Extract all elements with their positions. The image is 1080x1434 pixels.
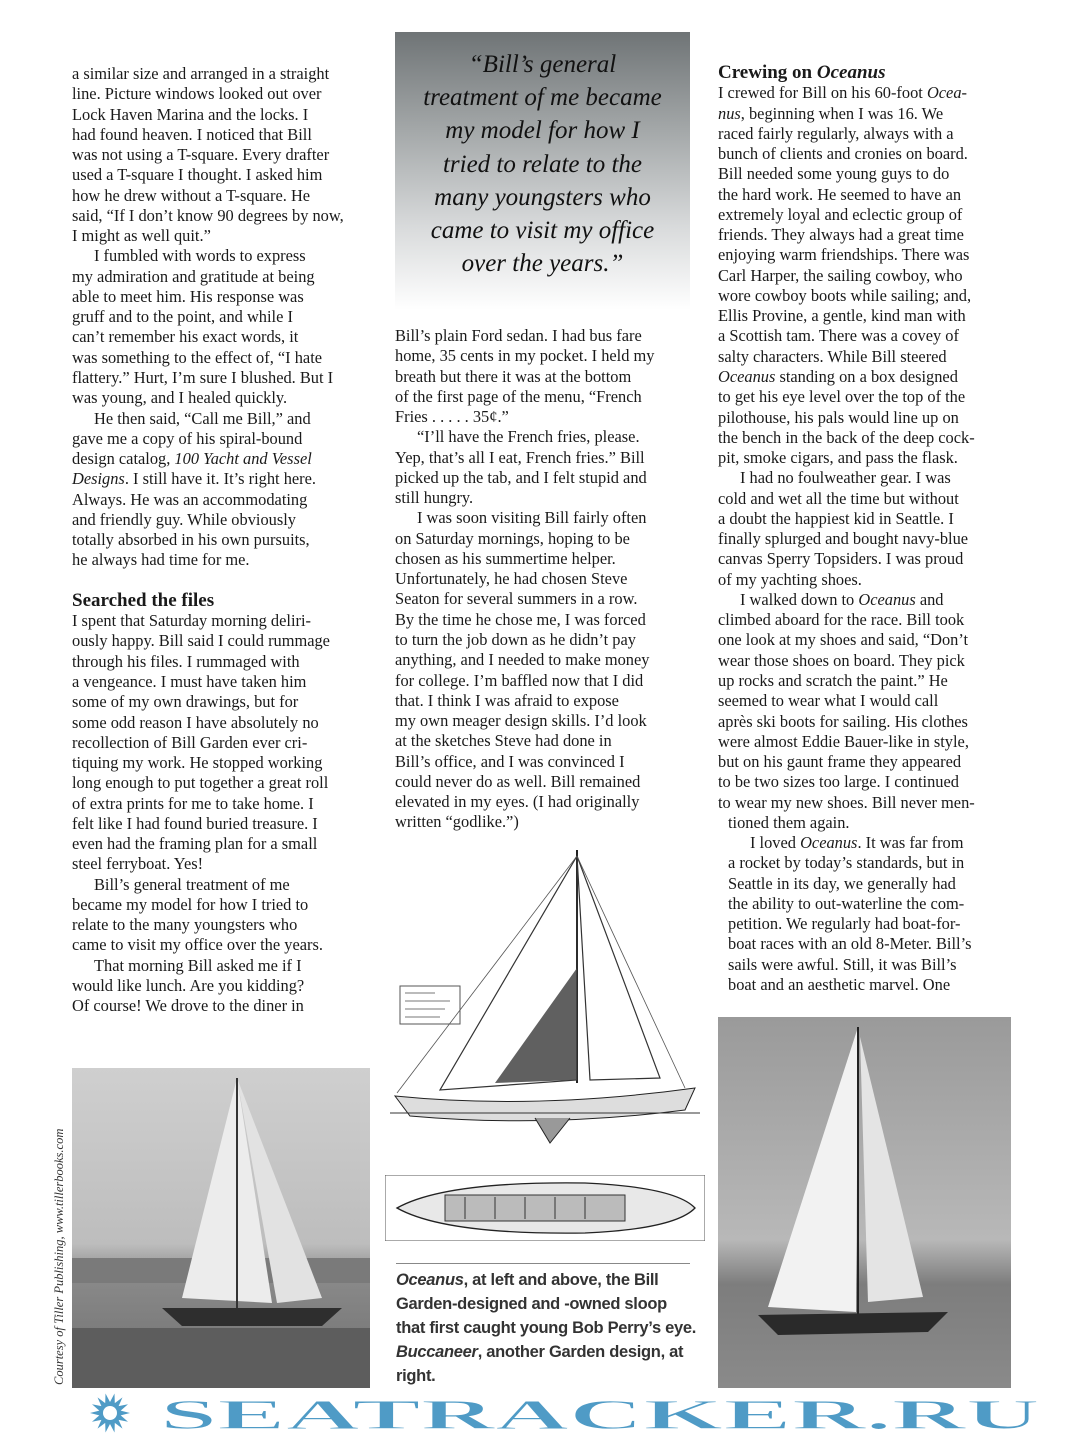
text-segment: Garden-designed and -owned sloop <box>396 1295 667 1313</box>
text-line: my own meager design skills. I’d look <box>395 711 647 731</box>
italic-text: Oceanus <box>816 62 886 83</box>
text-line: gruff and to the point, and while I <box>72 307 293 327</box>
text-line: the bench in the back of the deep cock- <box>718 427 975 447</box>
watermark-text: SEATRACKER.RU <box>160 1393 1040 1434</box>
italic-text: Designs <box>72 469 125 489</box>
text-line: Bill’s general treatment of me <box>94 874 290 894</box>
text-line: would like lunch. Are you kidding? <box>72 975 305 995</box>
text-line: ously happy. Bill said I could rummage <box>72 631 330 651</box>
text-line: able to meet him. His response was <box>72 286 304 306</box>
text-line: had found heaven. I noticed that Bill <box>72 124 312 144</box>
text-line: après ski boots for sailing. His clothes <box>718 711 968 731</box>
text-line: boat races with an old 8-Meter. Bill’s <box>728 934 972 954</box>
text-line: Always. He was an accommodating <box>72 489 308 509</box>
pull-quote <box>395 32 690 310</box>
text-line: Fries . . . . . 35¢.” <box>395 407 509 427</box>
caption-line <box>396 1316 696 1340</box>
text-line <box>72 449 372 469</box>
text-line: of the first page of the menu, “French <box>395 386 642 406</box>
text-segment: that first caught young Bob Perry’s eye. <box>396 1319 697 1337</box>
text-line: flattery.” Hurt, I’m sure I blushed. But I <box>72 367 334 387</box>
text-segment: , beginning when I was 16. We <box>740 103 944 123</box>
section-heading <box>718 63 1018 83</box>
section-heading: Searched the files <box>72 589 215 611</box>
caption-divider <box>396 1263 690 1264</box>
text-line: can’t remember his exact words, it <box>72 327 299 347</box>
text-segment: . I still have it. It’s right here. <box>124 469 317 489</box>
text-line: was young, and I healed quickly. <box>72 388 288 408</box>
text-line <box>72 469 372 489</box>
text-line: a rocket by today’s standards, but in <box>728 853 965 873</box>
text-segment: I walked down to <box>740 589 859 609</box>
starburst-icon <box>90 1394 130 1433</box>
text-line: pit, smoke cigars, and pass the flask. <box>718 448 958 468</box>
text-line: a doubt the happiest kid in Seattle. I <box>718 508 954 528</box>
pull-quote-line: many youngsters who <box>434 183 651 211</box>
italic-text: Oceanus <box>718 366 776 386</box>
text-line: I was soon visiting Bill fairly often <box>417 508 647 528</box>
text-line <box>718 833 1018 853</box>
text-line: were almost Eddie Bauer-like in style, <box>718 731 969 751</box>
text-line: used a T-square I thought. I asked him <box>72 165 323 185</box>
text-line: friends. They always had a great time <box>718 225 964 245</box>
caption-line <box>396 1268 696 1292</box>
text-line: a vengeance. I must have taken him <box>72 671 307 691</box>
text-line: chosen as his summertime helper. <box>395 548 616 568</box>
text-line: written “godlike.”) <box>395 812 519 832</box>
text-line: Of course! We drove to the diner in <box>72 996 304 1016</box>
text-line: Bill’s plain Ford sedan. I had bus fare <box>395 326 642 345</box>
text-line: a similar size and arranged in a straight <box>72 64 330 83</box>
text-line: at the sketches Steve had done in <box>395 731 612 751</box>
text-line: line. Picture windows looked out over <box>72 84 322 104</box>
pull-quote-line: over the years.” <box>461 250 624 278</box>
sail-plan-drawing <box>385 848 705 1150</box>
deck-plan-drawing <box>385 1175 705 1241</box>
text-line: I fumbled with words to express <box>94 246 306 266</box>
text-line: the ability to out-waterline the com- <box>728 893 965 913</box>
text-line: Bill’s office, and I was convinced I <box>395 751 625 771</box>
text-line: “I’ll have the French fries, please. <box>417 427 640 447</box>
text-line: I might as well quit.” <box>72 226 211 246</box>
text-segment: design catalog, <box>72 449 175 469</box>
italic-text: Ocea- <box>926 83 967 103</box>
text-line: Lock Haven Marina and the locks. I <box>72 104 309 124</box>
text-line: through his files. I rummaged with <box>72 651 300 671</box>
text-line: a Scottish tam. There was a covey of <box>718 326 959 346</box>
text-line: was not using a T-square. Every drafter <box>72 145 330 165</box>
text-line: Ellis Provine, a gentle, kind man with <box>718 306 966 326</box>
italic-text: Oceanus <box>858 589 916 609</box>
text-segment: , another Garden design, at <box>477 1343 684 1361</box>
text-line: canvas Sperry Topsiders. I was proud <box>718 549 964 569</box>
text-segment: , at left and above, the Bill <box>463 1271 659 1289</box>
text-segment: I crewed for Bill on his 60-foot <box>718 83 927 103</box>
pull-quote-line: treatment of me became <box>423 84 662 112</box>
text-line: to get his eye level over the top of the <box>718 387 966 407</box>
pull-quote-line: my model for how I <box>445 117 640 145</box>
italic-text: Oceanus <box>396 1271 464 1289</box>
text-line: sails were awful. Still, it was Bill’s <box>728 954 957 974</box>
photo-credit: Courtesy of Tiller Publishing, www.tillerbooks.com <box>52 1128 66 1385</box>
text-line: steel ferryboat. Yes! <box>72 854 204 874</box>
text-line: recollection of Bill Garden ever cri- <box>72 732 308 752</box>
text-line: and friendly guy. While obviously <box>72 509 296 529</box>
text-line: petition. We regularly had boat-for- <box>728 914 961 934</box>
text-line: that. I think I was afraid to expose <box>395 690 619 710</box>
text-line: boat and an aesthetic marvel. One <box>728 974 951 994</box>
text-line: bunch of clients and cronies on board. <box>718 144 968 164</box>
text-line: even had the framing plan for a small <box>72 834 318 854</box>
text-line: home, 35 cents in my pocket. I held my <box>395 346 655 366</box>
text-line: tiquing my work. He stopped working <box>72 753 323 773</box>
text-line: salty characters. While Bill steered <box>718 346 947 366</box>
text-line: he always had time for me. <box>72 550 250 570</box>
text-line: long enough to put together a great roll <box>72 773 329 793</box>
photo-buccaneer-sailing <box>718 1017 1011 1388</box>
text-line: Seattle in its day, we generally had <box>728 873 956 893</box>
text-line <box>718 104 1018 124</box>
text-line: seemed to wear what I would call <box>718 691 939 711</box>
text-line: enjoying warm friendships. There was <box>718 245 970 265</box>
text-line: some odd reason I have absolutely no <box>72 712 319 732</box>
text-line: breath but there it was at the bottom <box>395 366 632 386</box>
text-line: picked up the tab, and I felt stupid and <box>395 467 647 487</box>
text-line: could never do as well. Bill remained <box>395 771 641 791</box>
text-line: finally splurged and bought navy-blue <box>718 529 969 549</box>
text-line: climbed aboard for the race. Bill took <box>718 610 965 630</box>
text-line <box>718 590 1018 610</box>
italic-text: Buccaneer <box>396 1343 478 1361</box>
text-line: raced fairly regularly, always with a <box>718 123 954 143</box>
text-line: Unfortunately, he had chosen Steve <box>395 569 628 589</box>
caption-line <box>396 1340 696 1364</box>
pull-quote-line: “Bill’s general <box>468 51 617 78</box>
italic-text: 100 Yacht and Vessel <box>174 449 312 469</box>
text-line: cold and wet all the time but without <box>718 488 959 508</box>
text-line: By the time he chose me, I was forced <box>395 609 646 629</box>
text-line: one look at my shoes and said, “Don’t <box>718 630 969 650</box>
text-line: tioned them again. <box>728 812 850 832</box>
text-line: He then said, “Call me Bill,” and <box>94 408 311 428</box>
text-line: elevated in my eyes. (I had originally <box>395 792 640 812</box>
pull-quote-line: came to visit my office <box>430 217 655 245</box>
text-line: how he drew without a T-square. He <box>72 185 311 205</box>
text-segment: standing on a box designed <box>775 366 958 386</box>
text-line: anything, and I needed to make money <box>395 650 650 670</box>
text-line: totally absorbed in his own pursuits, <box>72 530 310 550</box>
text-line: up rocks and scratch the paint.” He <box>718 670 948 690</box>
seatracker-watermark-logo <box>0 1392 1080 1434</box>
text-column-middle <box>395 326 695 833</box>
text-line: Yep, that’s all I eat, French fries.” Bill <box>395 447 645 467</box>
text-line: I spent that Saturday morning deliri- <box>72 611 311 631</box>
photo-caption <box>396 1268 696 1388</box>
text-segment: Crewing on <box>718 62 817 83</box>
text-column-right <box>718 63 1018 995</box>
text-line <box>72 571 372 591</box>
text-line: said, “If I don’t know 90 degrees by now, <box>72 205 344 225</box>
text-column-left <box>72 64 372 1016</box>
text-line: became my model for how I tried to <box>72 894 309 914</box>
text-segment: . It was far from <box>857 833 964 853</box>
text-line: of extra prints for me to take home. I <box>72 793 314 813</box>
text-line: was something to the effect of, “I hate <box>72 347 323 367</box>
text-line: to turn the job down as he didn’t pay <box>395 629 636 649</box>
text-line: gave me a copy of his spiral-bound <box>72 428 303 448</box>
text-line: wear those shoes on board. They pick <box>718 650 965 670</box>
text-line: the hard work. He seemed to have an <box>718 184 962 204</box>
pull-quote-line: tried to relate to the <box>442 150 643 178</box>
caption-line <box>396 1364 696 1388</box>
text-line: wore cowboy boots while sailing; and, <box>718 285 972 305</box>
text-line: pilothouse, his pals would line up on <box>718 407 959 427</box>
photo-oceanus-sailing <box>72 1068 370 1388</box>
text-line: still hungry. <box>395 488 474 508</box>
italic-text: Oceanus <box>800 833 858 853</box>
text-line: for college. I’m baffled now that I did <box>395 670 644 690</box>
text-line: extremely loyal and eclectic group of <box>718 204 963 224</box>
text-line: to wear my new shoes. Bill never men- <box>718 792 975 812</box>
text-segment: right. <box>396 1367 436 1385</box>
text-line: but on his gaunt frame they appeared <box>718 752 962 772</box>
text-line: Carl Harper, the sailing cowboy, who <box>718 265 963 285</box>
text-line: felt like I had found buried treasure. I <box>72 813 318 833</box>
text-line: Bill needed some young guys to do <box>718 164 950 184</box>
text-line: my admiration and gratitude at being <box>72 266 315 286</box>
caption-line <box>396 1292 696 1316</box>
text-line <box>718 83 1018 103</box>
text-line: came to visit my office over the years. <box>72 935 323 955</box>
text-line: Seaton for several summers in a row. <box>395 589 638 609</box>
text-line: some of my own drawings, but for <box>72 692 299 712</box>
text-line: relate to the many youngsters who <box>72 915 298 935</box>
text-line: to be two sizes too large. I continued <box>718 772 959 792</box>
text-line: of my yachting shoes. <box>718 569 862 589</box>
text-line <box>718 367 1018 387</box>
text-line: on Saturday mornings, hoping to be <box>395 528 630 548</box>
text-line: I had no foulweather gear. I was <box>740 468 951 488</box>
text-segment: I loved <box>750 833 801 853</box>
italic-text: nus <box>718 103 741 123</box>
text-segment: and <box>915 589 944 609</box>
text-line: That morning Bill asked me if I <box>94 955 302 975</box>
